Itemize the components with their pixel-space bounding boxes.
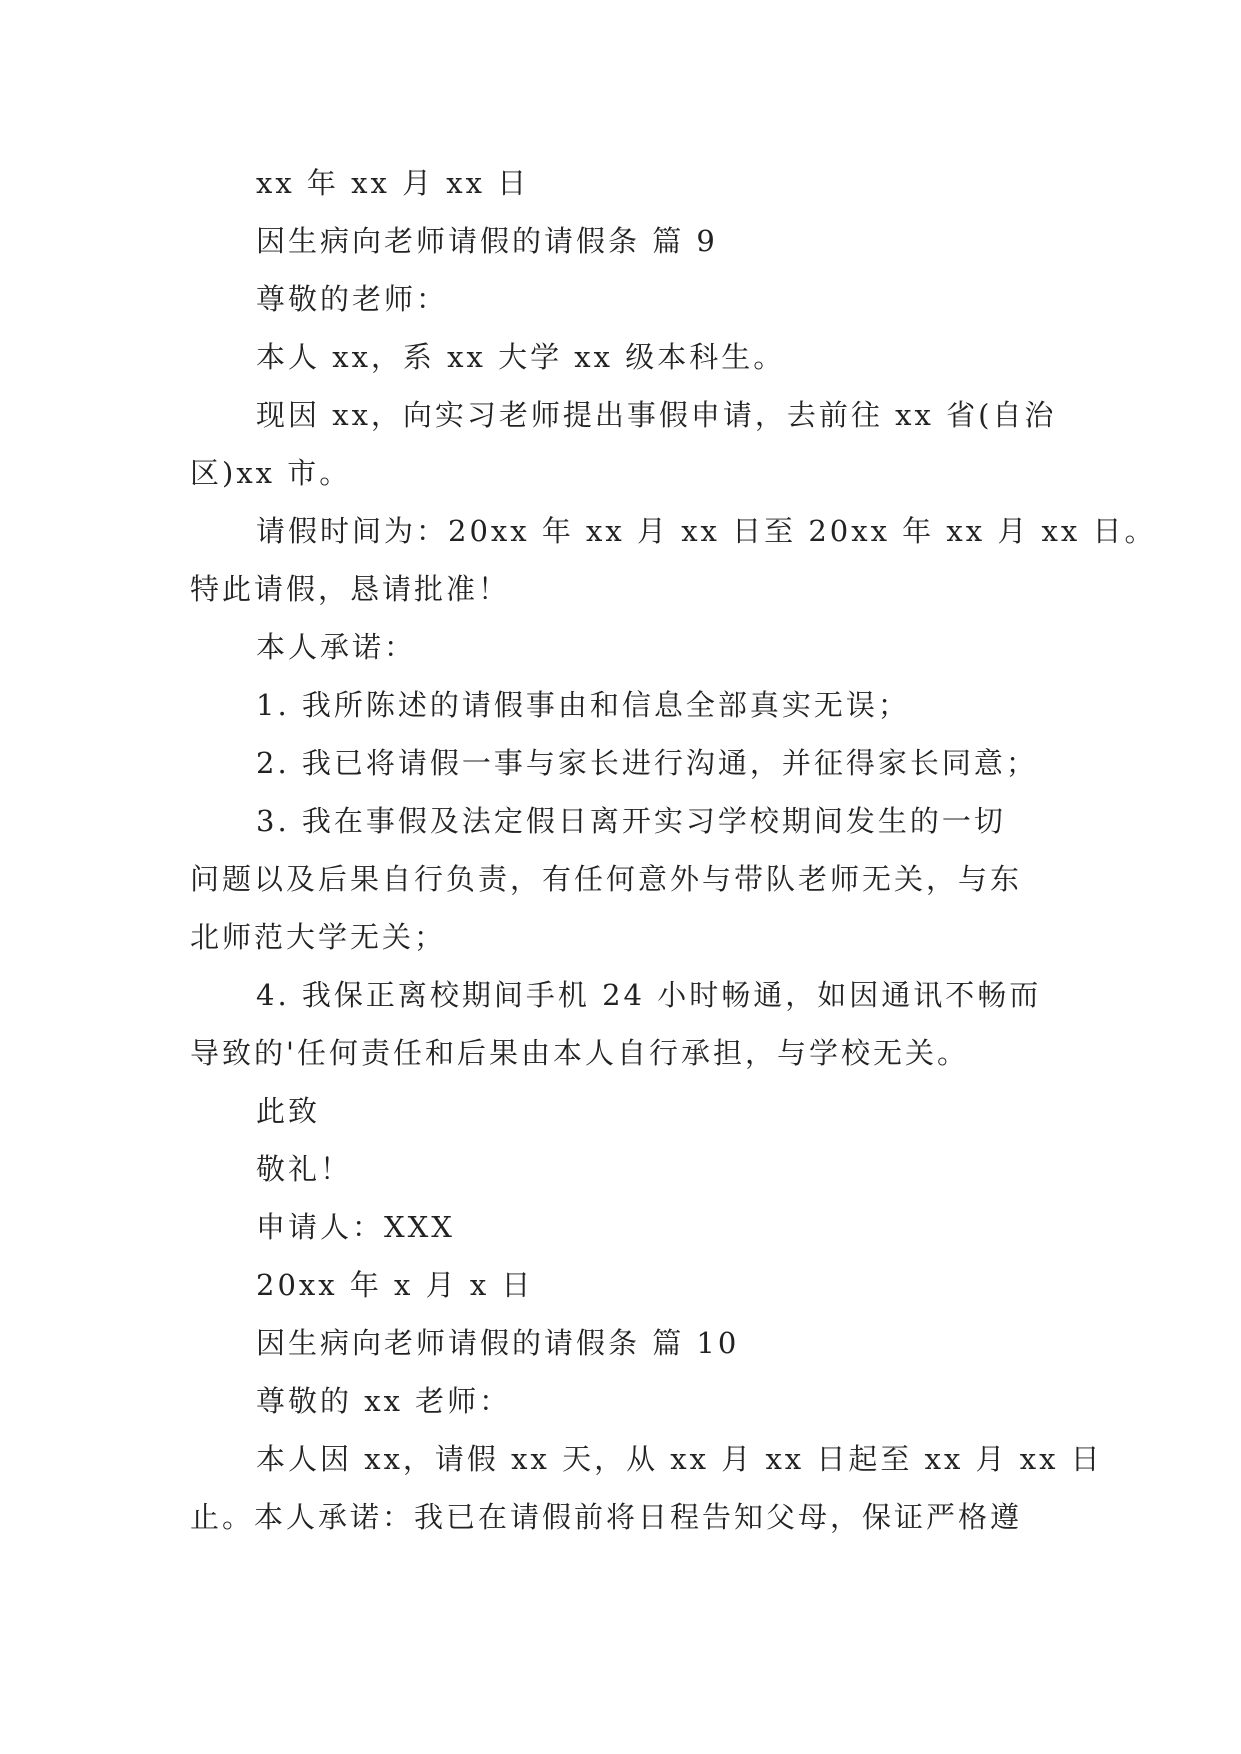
applicant-line: 申请人：XXX [256, 1210, 455, 1244]
closing-salute: 敬礼！ [256, 1152, 353, 1186]
list-item-continuation: 问题以及后果自行负责，有任何意外与带队老师无关，与东 [190, 862, 1023, 896]
paragraph-line: 特此请假，恳请批准！ [190, 572, 511, 606]
paragraph-line: 止。本人承诺：我已在请假前将日程告知父母，保证严格遵 [190, 1500, 1023, 1534]
date-line: 20xx 年 x 月 x 日 [256, 1268, 534, 1302]
document-body [190, 154, 1157, 1546]
paragraph-line: 区)xx 市。 [190, 456, 352, 490]
date-line: xx 年 xx 月 xx 日 [256, 166, 530, 200]
paragraph-line: 现因 xx，向实习老师提出事假申请，去前往 xx 省(自治 [256, 398, 1057, 432]
paragraph-line: 本人 xx，系 xx 大学 xx 级本科生。 [256, 340, 786, 374]
salutation: 尊敬的老师： [256, 282, 449, 316]
salutation: 尊敬的 xx 老师： [256, 1384, 512, 1418]
section-heading-10: 因生病向老师请假的请假条 篇 10 [256, 1326, 740, 1360]
paragraph-line: 本人承诺： [256, 630, 417, 664]
list-item-continuation: 导致的'任何责任和后果由本人自行承担，与学校无关。 [190, 1036, 969, 1070]
list-item-continuation: 北师范大学无关； [190, 920, 447, 954]
list-item: 4. 我保正离校期间手机 24 小时畅通，如因通讯不畅而 [256, 978, 1042, 1012]
paragraph-line: 本人因 xx，请假 xx 天，从 xx 月 xx 日起至 xx 月 xx 日 [256, 1442, 1103, 1476]
list-item: 2. 我已将请假一事与家长进行沟通，并征得家长同意； [256, 746, 1038, 780]
closing: 此致 [256, 1094, 321, 1128]
section-heading-9: 因生病向老师请假的请假条 篇 9 [256, 224, 718, 258]
list-item: 3. 我在事假及法定假日离开实习学校期间发生的一切 [256, 804, 1006, 838]
paragraph-line: 请假时间为：20xx 年 xx 月 xx 日至 20xx 年 xx 月 xx 日。 [256, 514, 1157, 548]
list-item: 1. 我所陈述的请假事由和信息全部真实无误； [256, 688, 910, 722]
